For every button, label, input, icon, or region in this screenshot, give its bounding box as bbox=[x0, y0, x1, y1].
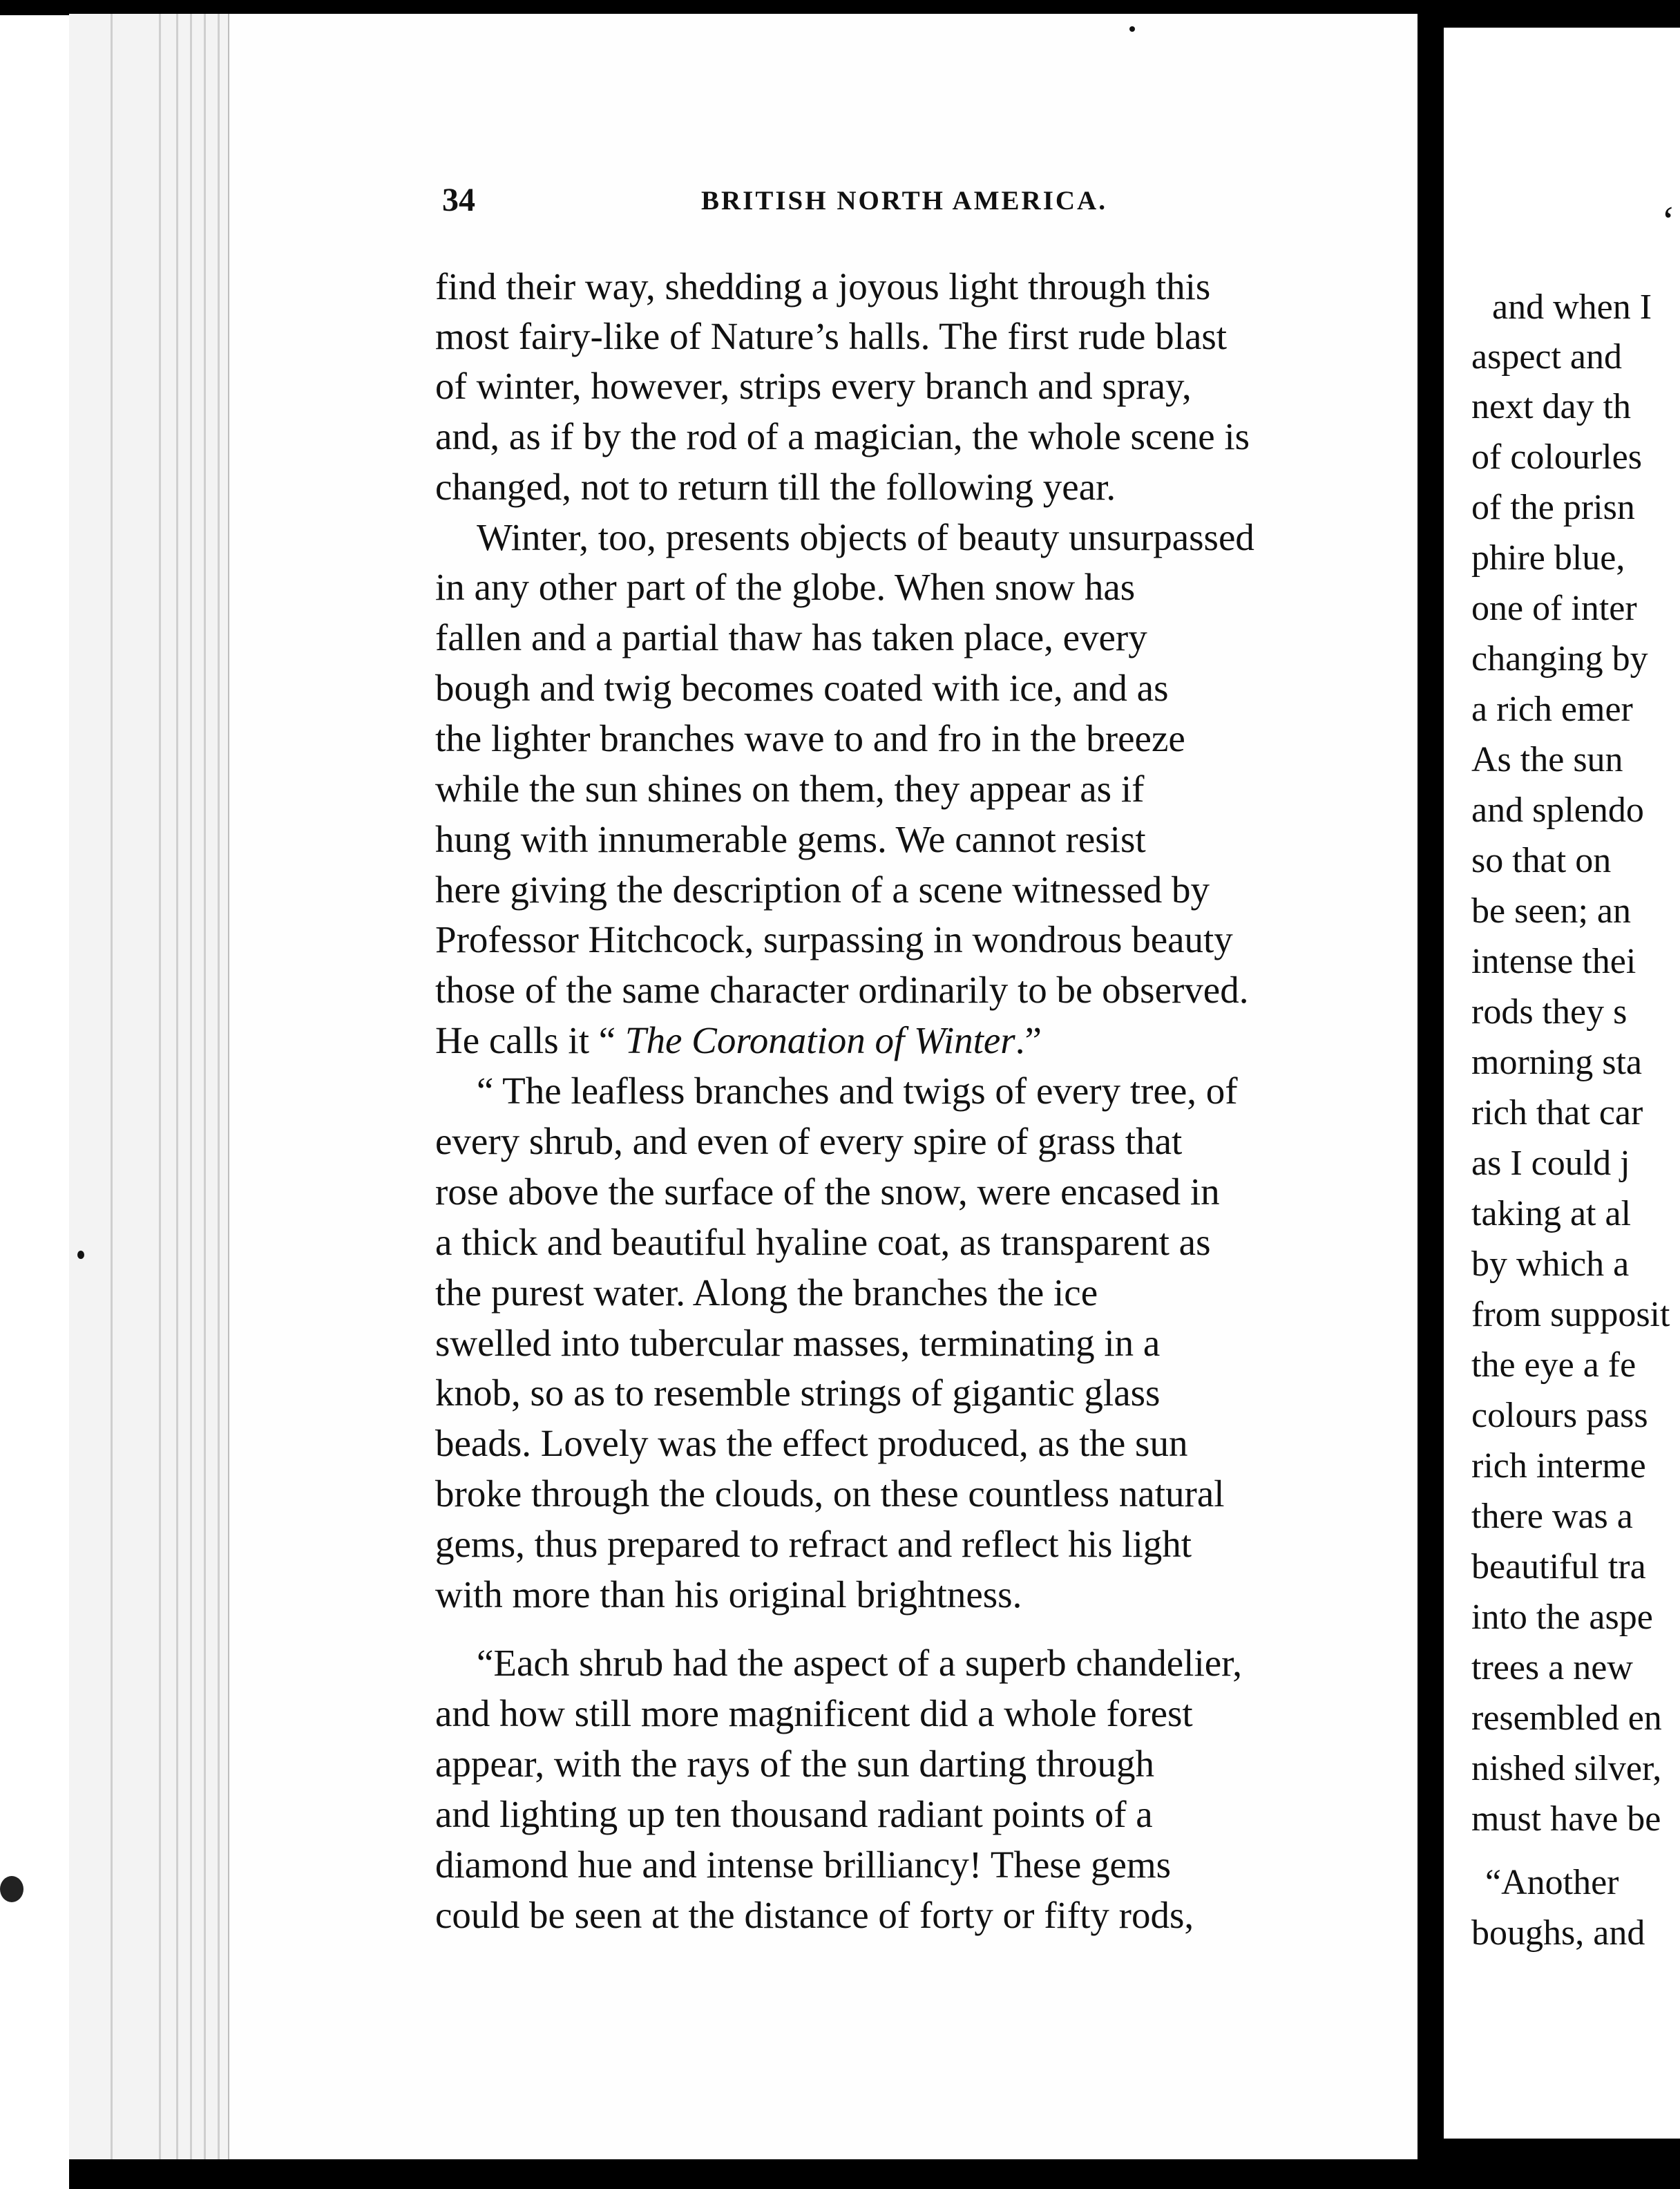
right-text-line: rich interme bbox=[1471, 1446, 1646, 1486]
right-text-line: must have be bbox=[1471, 1799, 1661, 1839]
text-line: find their way, shedding a joyous light through this bbox=[435, 265, 1211, 307]
right-text-line: phire blue, bbox=[1471, 538, 1625, 578]
right-text-line: a rich emer bbox=[1471, 690, 1633, 729]
text-line: hung with innumerable gems. We cannot resist bbox=[435, 818, 1146, 860]
right-text-line: colours pass bbox=[1471, 1396, 1648, 1435]
right-text-line: aspect and bbox=[1471, 337, 1623, 377]
right-text-line: changing by bbox=[1471, 639, 1648, 679]
text-line: diamond hue and intense brilliancy! These gems bbox=[435, 1844, 1172, 1886]
page-edge-line bbox=[218, 14, 220, 2159]
right-text-line: by which a bbox=[1471, 1244, 1630, 1284]
right-text-line: nished silver, bbox=[1471, 1749, 1662, 1788]
right-text-line: be seen; an bbox=[1471, 891, 1632, 931]
text-line: gems, thus prepared to refract and reflect his light bbox=[435, 1523, 1192, 1565]
text-line: swelled into tubercular masses, terminating in a bbox=[435, 1322, 1161, 1364]
right-text-line: of colourles bbox=[1471, 437, 1642, 477]
running-head: BRITISH NORTH AMERICA. bbox=[701, 186, 1107, 216]
italic-title: The Coronation of Winter bbox=[624, 1019, 1015, 1061]
right-page-mark: ‘ bbox=[1661, 198, 1675, 244]
right-text-line: trees a new bbox=[1471, 1648, 1633, 1687]
text-line: and how still more magnificent did a whole forest bbox=[435, 1692, 1193, 1734]
text-line: every shrub, and even of every spire of grass that bbox=[435, 1120, 1183, 1162]
text-line: appear, with the rays of the sun darting through bbox=[435, 1743, 1154, 1785]
text-line: broke through the clouds, on these countless natural bbox=[435, 1472, 1225, 1515]
right-text-line: intense thei bbox=[1471, 942, 1636, 981]
right-text-line: rich that car bbox=[1471, 1093, 1643, 1133]
scan-speck bbox=[77, 1251, 84, 1259]
page-edge-line bbox=[190, 14, 192, 2159]
text-line: Professor Hitchcock, surpassing in wondrous beauty bbox=[435, 918, 1233, 960]
text-line: here giving the description of a scene witnessed by bbox=[435, 869, 1210, 911]
text-line: most fairy-like of Nature’s halls. The first rude blast bbox=[435, 315, 1228, 357]
right-text-line: taking at al bbox=[1471, 1194, 1632, 1233]
right-text-line: into the aspe bbox=[1471, 1598, 1653, 1637]
page-edge-line bbox=[111, 14, 113, 2159]
text-fragment: .” bbox=[1015, 1019, 1042, 1061]
page-number: 34 bbox=[442, 182, 475, 218]
text-line-with-title bbox=[435, 1016, 1388, 1065]
right-text-line: beautiful tra bbox=[1471, 1547, 1646, 1586]
scan-background-right-top bbox=[1444, 15, 1680, 28]
text-line: changed, not to return till the following year. bbox=[435, 466, 1116, 508]
paragraph-start-line: Winter, too, presents objects of beauty unsurpassed bbox=[477, 516, 1254, 558]
right-text-line: and when I bbox=[1492, 287, 1652, 327]
right-text-line: there was a bbox=[1471, 1497, 1633, 1536]
right-text-line: the eye a fe bbox=[1471, 1345, 1636, 1385]
page-edge-line bbox=[159, 14, 161, 2159]
right-text-line: one of inter bbox=[1471, 589, 1637, 628]
page-edge-line bbox=[204, 14, 206, 2159]
scan-background-right-bottom bbox=[1444, 2139, 1680, 2166]
right-text-line: resembled en bbox=[1471, 1698, 1662, 1738]
right-text-line: and splendo bbox=[1471, 790, 1644, 830]
right-text-line: so that on bbox=[1471, 841, 1612, 880]
scan-speck bbox=[1129, 26, 1135, 32]
text-fragment: He calls it “ bbox=[435, 1019, 625, 1061]
text-line: and lighting up ten thousand radiant points of a bbox=[435, 1793, 1153, 1835]
right-text-line: of the prisn bbox=[1471, 488, 1635, 527]
right-text-line: from supposit bbox=[1471, 1295, 1670, 1334]
text-line: those of the same character ordinarily to be observed. bbox=[435, 969, 1249, 1011]
text-line: while the sun shines on them, they appear as if bbox=[435, 768, 1145, 810]
right-text-line: as I could j bbox=[1471, 1144, 1630, 1183]
text-line: beads. Lovely was the effect produced, as the sun bbox=[435, 1422, 1188, 1464]
text-line: bough and twig becomes coated with ice, and as bbox=[435, 667, 1169, 709]
text-line: the purest water. Along the branches the ice bbox=[435, 1271, 1098, 1314]
right-text-line: As the sun bbox=[1471, 740, 1623, 779]
scan-background-top bbox=[0, 0, 1680, 15]
text-line: fallen and a partial thaw has taken place, every bbox=[435, 616, 1147, 658]
page-header bbox=[442, 181, 1140, 222]
right-paragraph-start-line: “Another bbox=[1485, 1863, 1619, 1902]
paragraph-start-line: “Each shrub had the aspect of a superb chandelier, bbox=[477, 1642, 1243, 1684]
right-text-line: boughs, and bbox=[1471, 1913, 1645, 1953]
text-line: and, as if by the rod of a magician, the whole scene is bbox=[435, 415, 1250, 457]
text-line: the lighter branches wave to and fro in the breeze bbox=[435, 717, 1185, 759]
text-line: a thick and beautiful hyaline coat, as transparent as bbox=[435, 1221, 1211, 1263]
text-line: of winter, however, strips every branch and spray, bbox=[435, 365, 1192, 407]
scan-background-bottom bbox=[69, 2159, 1680, 2189]
paragraph-start-line: “ The leafless branches and twigs of every tree, of bbox=[477, 1070, 1238, 1112]
text-line: could be seen at the distance of forty or fifty rods, bbox=[435, 1894, 1194, 1936]
page-edge-line bbox=[176, 14, 178, 2159]
text-line: knob, so as to resemble strings of gigantic glass bbox=[435, 1372, 1161, 1414]
scan-speck bbox=[0, 1876, 23, 1902]
right-text-line: rods they s bbox=[1471, 992, 1628, 1032]
text-line: rose above the surface of the snow, were encased in bbox=[435, 1171, 1220, 1213]
text-line: in any other part of the globe. When snow has bbox=[435, 566, 1136, 608]
right-text-line: morning sta bbox=[1471, 1043, 1642, 1082]
right-text-line: next day th bbox=[1471, 387, 1632, 426]
text-line: with more than his original brightness. bbox=[435, 1573, 1022, 1615]
